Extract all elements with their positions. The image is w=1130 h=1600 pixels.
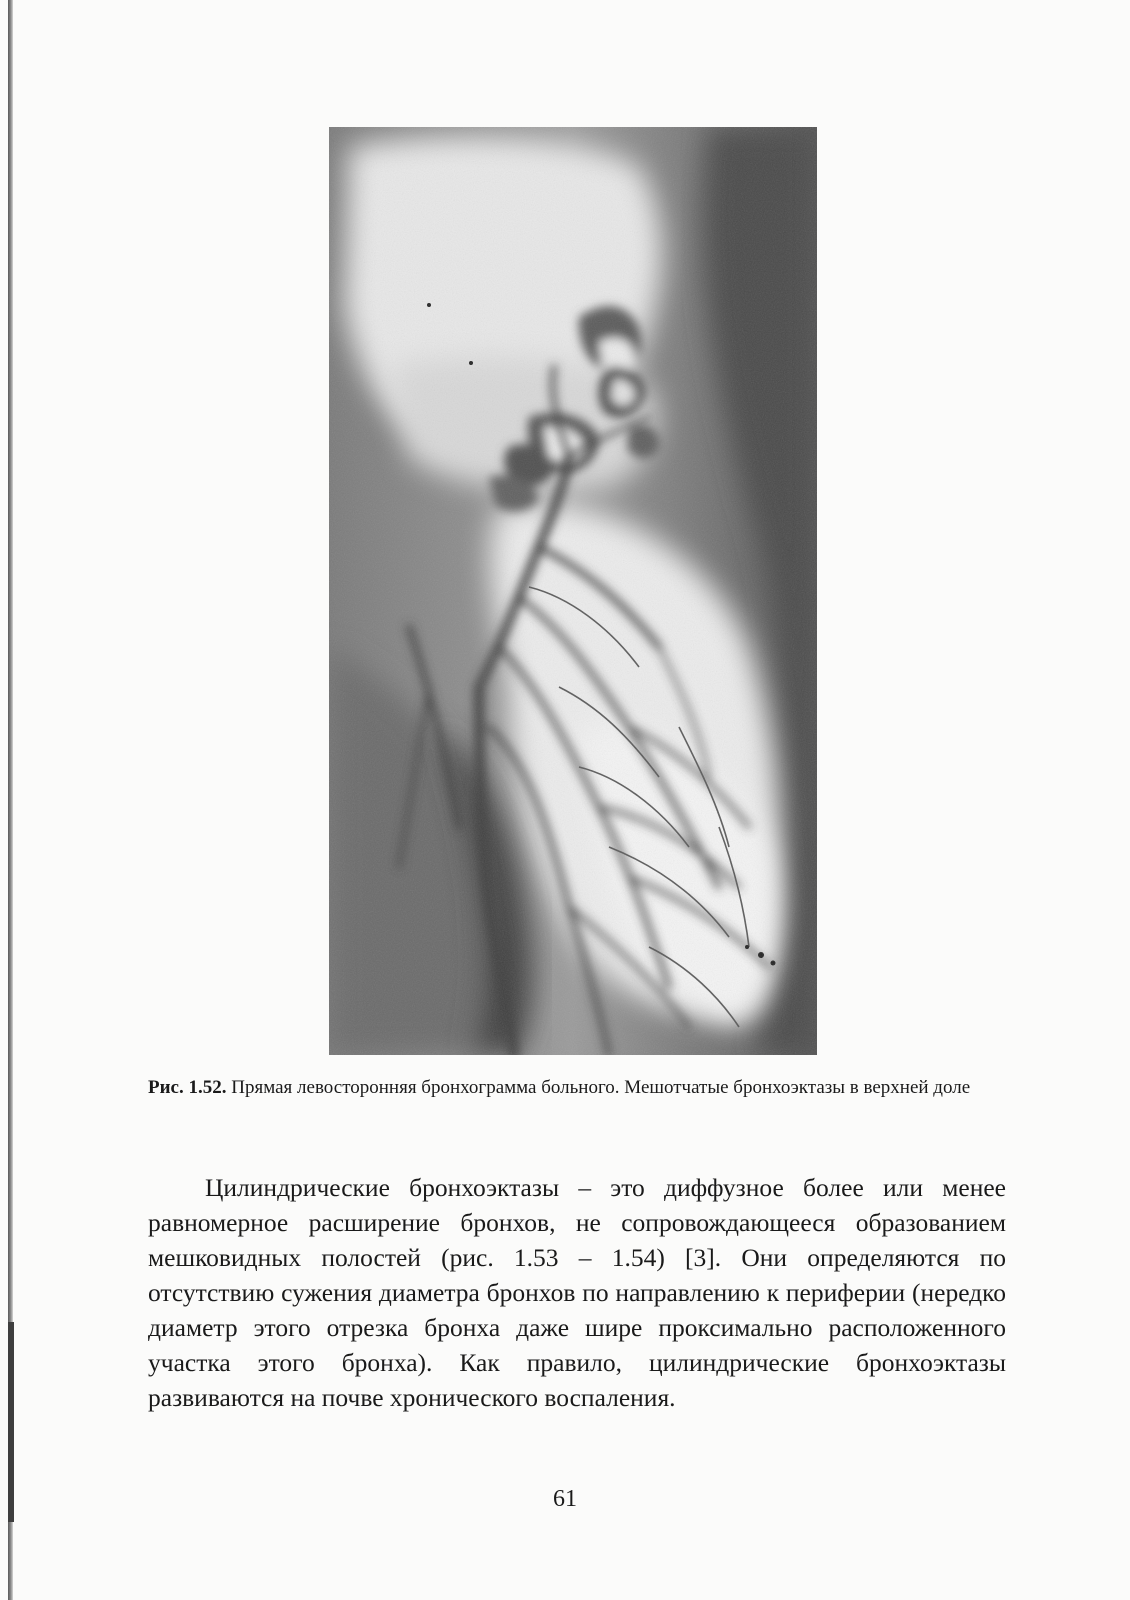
body-paragraph: Цилиндрические бронхоэктазы – это диффузное более или менее равномерное расширение бронхов, не сопровождающееся образованием мешковидных полостей (рис. 1.53 – 1.54) [3]. Они определяются по отсутствию сужения диаметра бронхов по направлению к периферии (нередко диаметр этого отрезка бронха даже шире проксимально расположенного участка этого бронха). Как правило, цилиндрические бронхоэктазы развиваются на почве хронического воспаления. bbox=[148, 1173, 1006, 1412]
figure-caption-text: Прямая левосторонняя бронхограмма больного. Мешотчатые бронхоэктазы в верхней доле bbox=[231, 1077, 971, 1098]
bronchogram-image bbox=[329, 127, 817, 1055]
figure-label: Рис. 1.52. bbox=[148, 1077, 227, 1098]
page-number: 61 bbox=[553, 1486, 577, 1512]
figure-caption bbox=[148, 1075, 1014, 1100]
